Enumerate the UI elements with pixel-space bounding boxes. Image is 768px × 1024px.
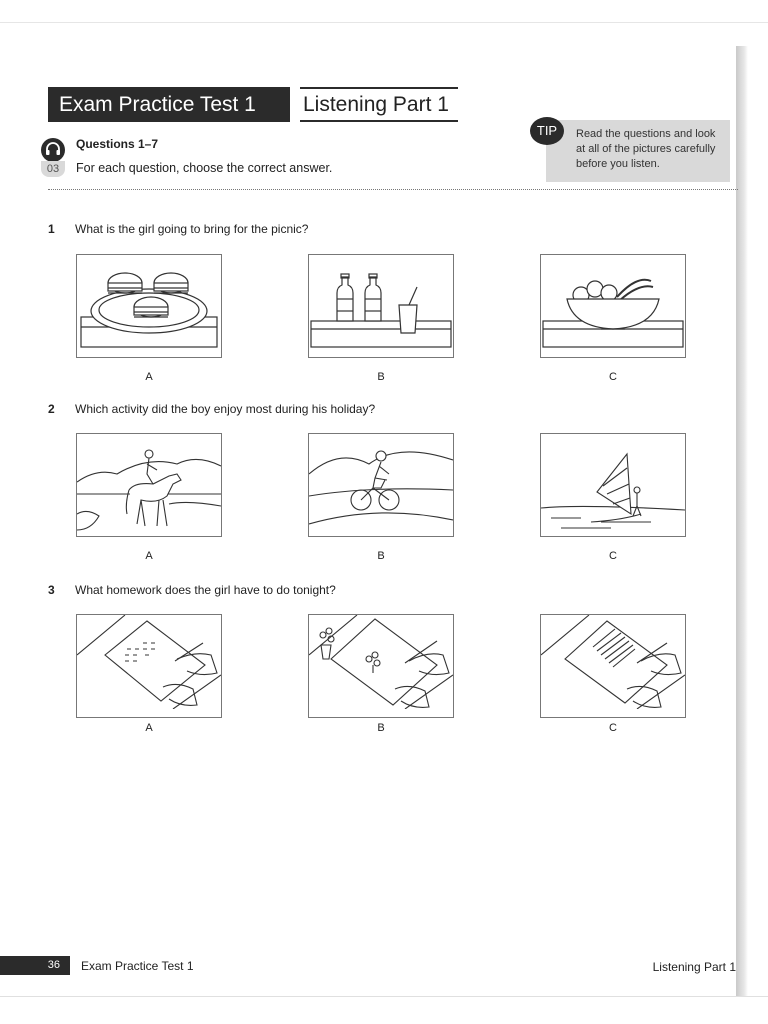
top-edge (0, 22, 768, 23)
option-label[interactable]: B (377, 722, 385, 734)
option-label[interactable]: B (377, 371, 385, 383)
picture-horse-riding[interactable] (76, 433, 222, 537)
bottom-edge (0, 996, 768, 997)
picture-windsurfing[interactable] (540, 433, 686, 537)
tip-text: Read the questions and look at all of the pictures carefully before you listen. (546, 120, 730, 182)
page-number: 36 (0, 956, 70, 975)
option-label[interactable]: C (609, 722, 617, 734)
picture-writing-essay[interactable] (540, 614, 686, 718)
picture-drawing-flowers[interactable] (308, 614, 454, 718)
section-title: Exam Practice Test 1 (48, 87, 290, 122)
audio-track-badge: 03 (41, 161, 65, 177)
question-text: Which activity did the boy enjoy most during his holiday? (75, 402, 376, 416)
tip-badge: TIP (530, 117, 564, 145)
option-label[interactable]: A (145, 371, 153, 383)
footer-section: Exam Practice Test 1 (81, 959, 194, 973)
part-title: Listening Part 1 (300, 87, 458, 122)
task-instruction: For each question, choose the correct answer. (76, 161, 333, 175)
picture-cycling[interactable] (308, 433, 454, 537)
question-text: What is the girl going to bring for the picnic? (75, 222, 309, 236)
option-label[interactable]: A (145, 722, 153, 734)
option-label[interactable]: C (609, 371, 617, 383)
footer-part: Listening Part 1 (652, 960, 736, 974)
dotted-divider (48, 189, 738, 190)
headphones-icon (41, 138, 65, 162)
question-number: 3 (48, 583, 55, 597)
questions-range: Questions 1–7 (76, 137, 159, 151)
option-label[interactable]: A (145, 550, 153, 562)
picture-drinks[interactable] (308, 254, 454, 358)
question-text: What homework does the girl have to do tonight? (75, 583, 336, 597)
picture-maths-worksheet[interactable] (76, 614, 222, 718)
picture-burgers[interactable] (76, 254, 222, 358)
question-number: 1 (48, 222, 55, 236)
picture-fruit[interactable] (540, 254, 686, 358)
question-number: 2 (48, 402, 55, 416)
option-label[interactable]: C (609, 550, 617, 562)
option-label[interactable]: B (377, 550, 385, 562)
